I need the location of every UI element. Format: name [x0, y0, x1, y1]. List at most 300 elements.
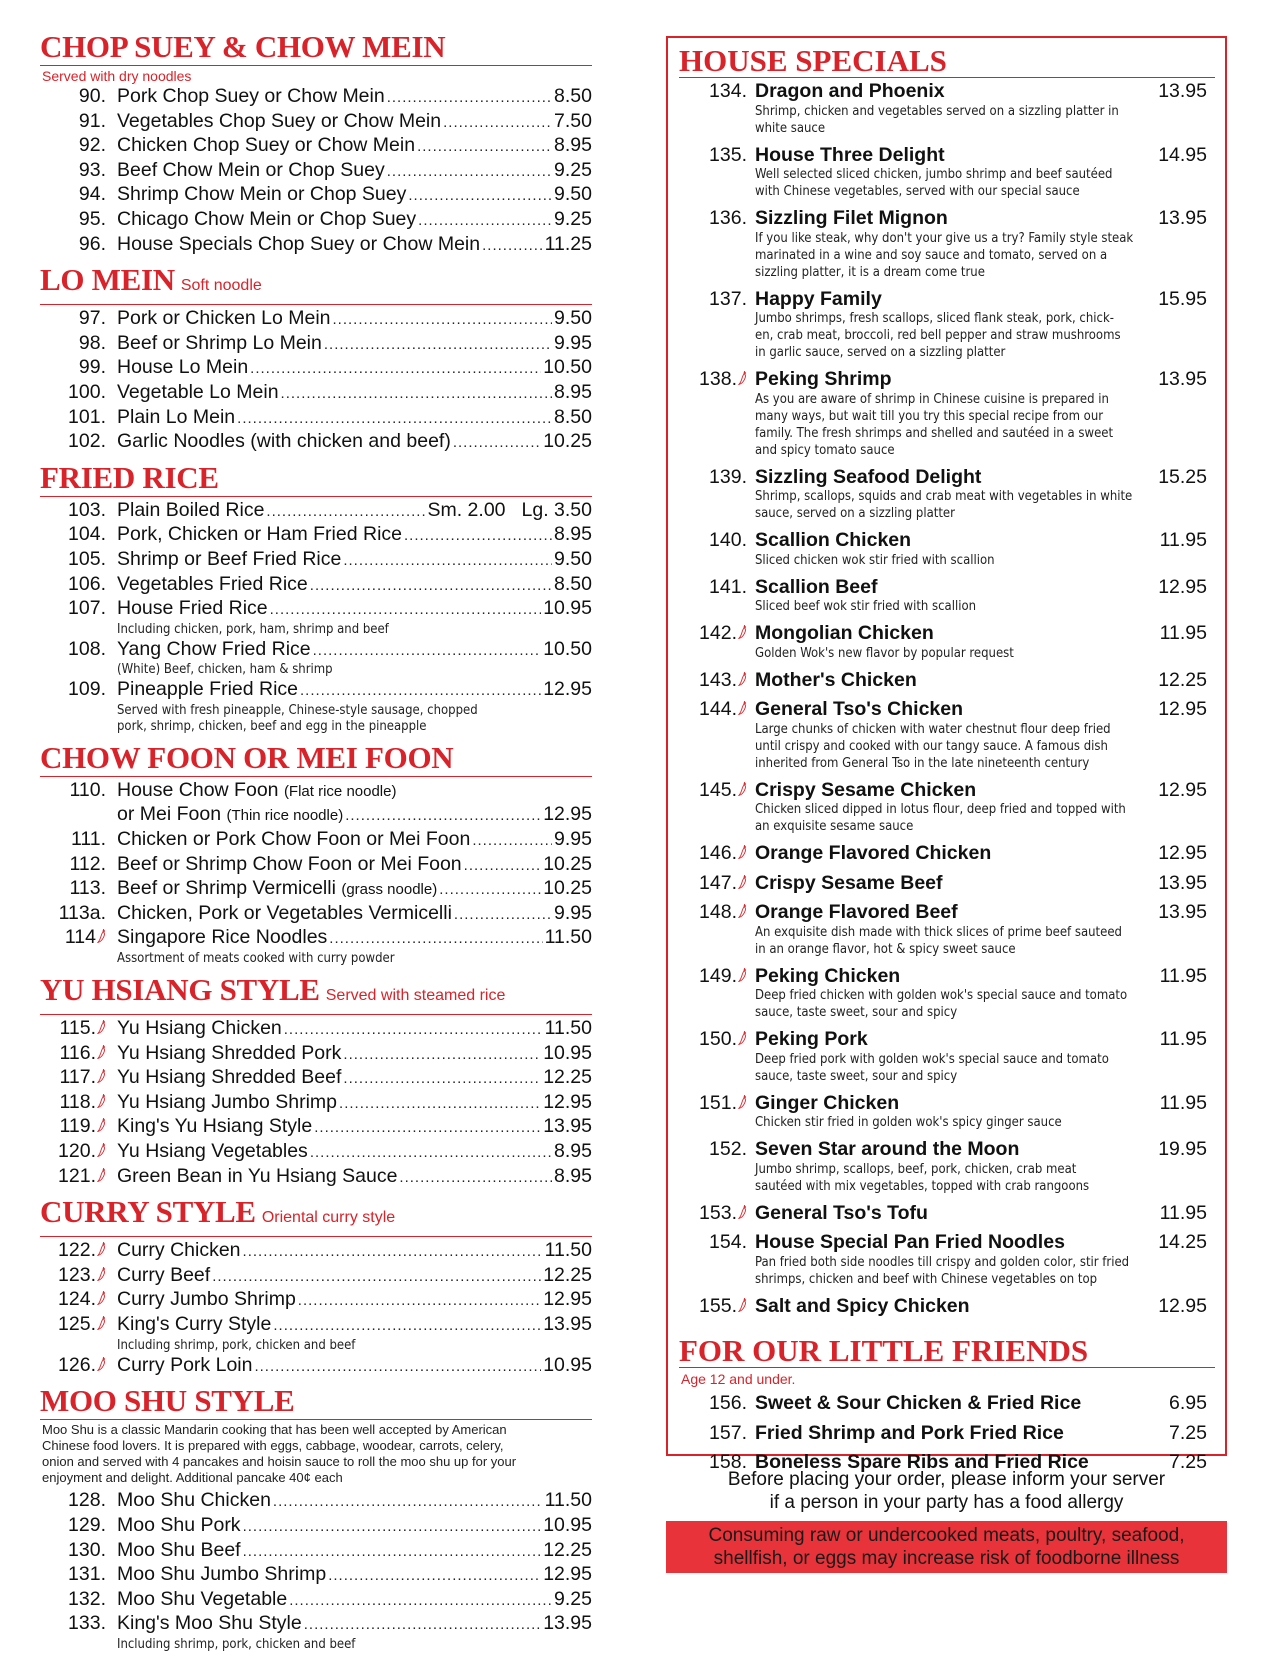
- item-name-text: Pork Chop Suey or Chow Mein: [117, 85, 385, 107]
- item-name: [117, 1140, 308, 1163]
- menu-item: [679, 466, 1215, 489]
- section-note: Served with dry noodles: [42, 68, 192, 84]
- chili-pepper-icon: [738, 1095, 747, 1109]
- item-number-text: 135.: [709, 143, 747, 166]
- item-name: [117, 638, 311, 661]
- item-name-text: Vegetables Fried Rice: [117, 572, 308, 595]
- item-number: [40, 406, 117, 429]
- section-title: [40, 1384, 592, 1420]
- item-number: [40, 430, 117, 453]
- item-name-text: Moo Shu Beef: [117, 1538, 241, 1561]
- chili-pepper-icon: [97, 1069, 106, 1083]
- item-number: [40, 356, 117, 379]
- item-name-text: Vegetable Lo Mein: [117, 380, 279, 403]
- item-name: [117, 110, 441, 133]
- item-name: [117, 499, 264, 522]
- chili-pepper-icon: [738, 875, 747, 889]
- item-name: General Tso's Tofu: [755, 1201, 928, 1224]
- menu-item: [679, 872, 1215, 895]
- item-price: 13.95: [1158, 207, 1207, 229]
- item-description: inherited from General Tso in the late nineteenth century: [755, 755, 1090, 771]
- item-number-text: 108.: [68, 637, 106, 660]
- item-price: 12.95: [543, 1563, 592, 1586]
- item-number: [40, 1514, 117, 1537]
- item-description: family. The fresh shrimps and shelled and sautéed in a sweet: [755, 425, 1114, 441]
- item-number-text: 154.: [709, 1231, 747, 1253]
- item-number: [40, 926, 117, 949]
- item-name: [117, 1539, 241, 1562]
- dot-leader: [243, 1516, 542, 1539]
- item-name: Mother's Chicken: [755, 668, 917, 691]
- allergy-notice: [666, 1468, 1227, 1514]
- item-number: [679, 1092, 755, 1115]
- item-number: [679, 1202, 755, 1225]
- item-number: [40, 1017, 117, 1040]
- menu-item: [40, 1563, 592, 1588]
- item-name-text: House Lo Mein: [117, 356, 249, 379]
- dot-leader: [289, 1590, 552, 1613]
- item-name: Salt and Spicy Chicken: [755, 1294, 970, 1317]
- item-number-text: 146.: [699, 842, 737, 864]
- item-description: Sliced chicken wok stir fried with scallion: [755, 552, 995, 568]
- item-name: [117, 406, 235, 429]
- item-price: 10.25: [543, 852, 592, 875]
- item-price: 11.95: [1159, 1201, 1207, 1224]
- item-price: 8.95: [554, 380, 592, 403]
- item-number: [40, 1612, 117, 1635]
- menu-item: [679, 1028, 1215, 1051]
- item-number: [40, 499, 117, 522]
- item-description: Sliced beef wok stir fried with scallion: [755, 599, 977, 614]
- dot-leader: [343, 550, 552, 573]
- item-name: Peking Pork: [755, 1028, 868, 1050]
- item-name-text: Chicken or Pork Chow Foon or Mei Foon: [117, 828, 471, 851]
- item-number-text: 102.: [68, 430, 106, 453]
- item-price: 10.95: [543, 1353, 592, 1376]
- item-name: Fried Shrimp and Pork Fried Rice: [755, 1421, 1064, 1444]
- menu-item: [40, 307, 592, 332]
- item-price: 11.50: [544, 1017, 592, 1040]
- item-name-text: Yu Hsiang Vegetables: [117, 1140, 308, 1162]
- dot-leader: [304, 1614, 541, 1637]
- item-price: 10.95: [543, 597, 592, 620]
- item-description: until crispy and cooked with our tangy sauce. A famous dish: [755, 738, 1108, 754]
- menu-item: [679, 779, 1215, 802]
- item-name-text: Yu Hsiang Chicken: [117, 1017, 282, 1040]
- item-name: [117, 1288, 296, 1311]
- item-name-text: King's Moo Shu Style: [117, 1612, 302, 1635]
- item-number-text: 153.: [699, 1201, 737, 1224]
- item-name: [117, 208, 416, 231]
- intro-line: enjoyment and delight. Additional pancake 40¢ each: [42, 1469, 343, 1485]
- item-name-text: Beef Chow Mein or Chop Suey: [117, 158, 385, 181]
- menu-item: [679, 1202, 1215, 1225]
- menu-section: [40, 741, 592, 967]
- item-name-text: Green Bean in Yu Hsiang Sauce: [117, 1164, 398, 1187]
- item-number-text: 155.: [699, 1294, 737, 1317]
- item-name-text: Shrimp or Beef Fried Rice: [117, 547, 342, 570]
- section-title-text: CHOP SUEY & CHOW MEIN: [40, 29, 446, 64]
- item-name-text: King's Yu Hsiang Style: [117, 1115, 313, 1138]
- dot-leader: [314, 1117, 541, 1140]
- menu-item: [40, 926, 592, 951]
- item-price: 15.95: [1158, 287, 1207, 310]
- item-number: [40, 1354, 117, 1377]
- item-number-text: 156.: [709, 1392, 747, 1414]
- item-name-text: Yu Hsiang Shredded Pork: [117, 1041, 342, 1064]
- item-name: [117, 877, 437, 902]
- item-price: 10.25: [543, 430, 592, 453]
- section-title: [40, 741, 592, 777]
- item-number: [679, 965, 755, 988]
- item-number-text: 124.: [58, 1288, 96, 1311]
- dot-leader: [343, 1068, 541, 1091]
- item-price: 13.95: [1158, 368, 1207, 390]
- dot-leader: [387, 161, 552, 184]
- item-number-text: 152.: [709, 1138, 747, 1160]
- item-name: [117, 356, 248, 379]
- item-name-text: Moo Shu Chicken: [117, 1489, 271, 1512]
- item-number: [679, 1392, 755, 1415]
- item-name: [117, 803, 343, 828]
- item-number: [40, 208, 117, 231]
- item-description: Including chicken, pork, ham, shrimp and beef: [117, 621, 389, 637]
- item-price: 9.25: [554, 1587, 592, 1610]
- section-subtitle: Oriental curry style: [261, 1209, 396, 1227]
- item-number-text: 107.: [68, 597, 106, 620]
- chili-pepper-icon: [738, 968, 747, 982]
- menu-item: [40, 523, 592, 548]
- chili-pepper-icon: [738, 371, 747, 385]
- item-number: [40, 110, 117, 133]
- item-price: 12.95: [1158, 842, 1207, 864]
- item-name-text: Pineapple Fried Rice: [117, 678, 299, 701]
- menu-item: [40, 1354, 592, 1379]
- item-number-text: 119.: [59, 1115, 96, 1138]
- item-price-small: Sm. 2.00: [427, 498, 506, 521]
- item-number-text: 116.: [59, 1041, 96, 1064]
- item-number: [40, 902, 117, 925]
- item-number-text: 157.: [709, 1421, 747, 1444]
- item-number: [40, 548, 117, 571]
- menu-item: [40, 1165, 592, 1190]
- menu-section: [40, 1384, 592, 1653]
- item-number: [679, 1295, 755, 1318]
- menu-item: [40, 1612, 592, 1637]
- item-description: with Chinese vegetables, served with our special sauce: [755, 184, 1080, 199]
- menu-section: [40, 973, 592, 1189]
- item-name: [117, 183, 406, 206]
- item-description: Chicken sliced dipped in lotus flour, deep fried and topped with: [755, 802, 1126, 817]
- item-number-text: 151.: [699, 1091, 737, 1114]
- item-price: 11.95: [1159, 622, 1207, 644]
- item-number: [40, 1264, 117, 1287]
- menu-item: [40, 779, 592, 804]
- dot-leader: [281, 383, 553, 406]
- item-number-text: 94.: [78, 183, 106, 206]
- item-number: [40, 134, 117, 157]
- item-name-text: Curry Pork Loin: [117, 1353, 253, 1376]
- item-number-text: 158.: [709, 1451, 747, 1473]
- section-title-text: CURRY STYLE: [40, 1194, 256, 1230]
- menu-item: [40, 853, 592, 878]
- item-name-text: House Fried Rice: [117, 597, 268, 620]
- item-number: [40, 638, 117, 661]
- item-name-text: Curry Chicken: [117, 1239, 241, 1262]
- item-price: 8.50: [554, 572, 592, 595]
- menu-item: [40, 499, 592, 524]
- item-price: 9.50: [554, 547, 592, 570]
- item-price: 13.95: [543, 1312, 592, 1335]
- chili-pepper-icon: [738, 782, 747, 796]
- chili-pepper-icon: [738, 625, 747, 639]
- menu-item: [40, 134, 592, 159]
- item-name-text: Yu Hsiang Shredded Beef: [117, 1066, 342, 1089]
- item-number: [40, 828, 117, 851]
- item-name: [117, 1264, 210, 1287]
- item-name: [117, 159, 385, 182]
- item-number-text: 100.: [68, 380, 106, 403]
- dot-leader: [404, 525, 552, 548]
- dot-leader: [284, 1019, 543, 1042]
- item-number-text: 113a.: [58, 901, 106, 924]
- item-price: 9.95: [554, 331, 592, 354]
- item-number: [40, 1588, 117, 1611]
- item-description: Shrimp, scallops, squids and crab meat with vegetables in white: [755, 489, 1133, 504]
- item-number: [679, 288, 755, 311]
- menu-item: [679, 1422, 1215, 1445]
- section-note: Age 12 and under.: [681, 1371, 796, 1387]
- item-number-text: 134.: [709, 80, 747, 102]
- item-name-text: or Mei Foon: [117, 803, 222, 826]
- item-number-text: 95.: [78, 207, 106, 230]
- item-name: [117, 1612, 302, 1635]
- menu-item: [40, 1264, 592, 1289]
- menu-item: [40, 1288, 592, 1313]
- menu-item: [40, 902, 592, 927]
- intro-line: Moo Shu is a classic Mandarin cooking that has been well accepted by American: [42, 1422, 507, 1438]
- item-number-text: 136.: [709, 207, 747, 229]
- item-number-text: 145.: [699, 778, 737, 801]
- item-description: An exquisite dish made with thick slices of prime beef sauteed: [755, 924, 1122, 940]
- item-number-text: 99.: [78, 356, 106, 379]
- item-description: Chicken stir fried in golden wok's spicy ginger sauce: [755, 1115, 1062, 1130]
- item-name: Orange Flavored Beef: [755, 901, 958, 923]
- item-number-text: 118.: [59, 1090, 96, 1113]
- item-price: 12.95: [543, 803, 592, 826]
- section-title-text: YU HSIANG STYLE: [40, 972, 320, 1008]
- item-name: Ginger Chicken: [755, 1091, 900, 1114]
- item-number: [40, 523, 117, 546]
- menu-item: [40, 1239, 592, 1264]
- item-number: [679, 207, 755, 230]
- chili-pepper-icon: [97, 1291, 106, 1305]
- dot-leader: [243, 1241, 543, 1264]
- item-price: 7.25: [1169, 1421, 1207, 1444]
- item-description: Well selected sliced chicken, jumbo shrimp and beef sautéed: [755, 167, 1113, 182]
- chili-pepper-icon: [97, 1118, 106, 1132]
- item-number-text: 97.: [78, 307, 106, 330]
- item-name-text: Moo Shu Pork: [117, 1513, 241, 1536]
- item-number: [40, 1563, 117, 1586]
- item-number-text: 129.: [68, 1513, 106, 1536]
- item-number: [40, 1489, 117, 1512]
- item-description: Pan fried both side noodles till crispy and golden color, stir fried: [755, 1254, 1130, 1270]
- item-name: [117, 1115, 312, 1138]
- item-description: shrimps, chicken and beef with Chinese vegetables on top: [755, 1271, 1098, 1287]
- item-price: 9.95: [554, 901, 592, 924]
- item-name: Mongolian Chicken: [755, 622, 934, 644]
- item-number: [40, 1091, 117, 1114]
- section-title: [679, 1334, 1215, 1368]
- item-number-text: 144.: [699, 698, 737, 720]
- item-description: an exquisite sesame sauce: [755, 819, 914, 834]
- menu-section: [40, 461, 592, 735]
- dot-leader: [443, 112, 552, 135]
- item-number-text: 142.: [699, 622, 737, 644]
- item-description: Golden Wok's new flavor by popular request: [755, 645, 1014, 661]
- chili-pepper-icon: [738, 701, 747, 715]
- dot-leader: [417, 136, 552, 159]
- item-number-text: 114: [64, 926, 96, 949]
- item-price: 13.95: [1158, 901, 1207, 923]
- item-description: Large chunks of chicken with water chestnut flour deep fried: [755, 721, 1111, 737]
- item-price: 8.95: [554, 134, 592, 157]
- item-price: 8.95: [554, 1140, 592, 1162]
- dot-leader: [482, 235, 543, 258]
- item-name: [117, 332, 322, 355]
- item-description: marinated in a wine and soy sauce and tomato, served on a: [755, 247, 1108, 263]
- section-subtitle: Served with steamed rice: [325, 987, 506, 1005]
- menu-item: [40, 430, 592, 455]
- item-name: [117, 1091, 337, 1114]
- dot-leader: [270, 599, 542, 622]
- item-price: 13.95: [543, 1115, 592, 1138]
- item-number: [679, 368, 755, 391]
- item-name-note: (Flat rice noodle): [283, 782, 397, 800]
- item-name-text: Plain Lo Mein: [117, 405, 236, 428]
- item-number-text: 120.: [58, 1140, 96, 1162]
- chili-pepper-icon: [738, 904, 747, 918]
- item-price: 10.25: [543, 877, 592, 900]
- item-number-text: 139.: [709, 465, 747, 488]
- item-description: sizzling platter, it is a dream come true: [755, 264, 985, 280]
- item-name: Happy Family: [755, 287, 882, 310]
- house-specials-content: [679, 44, 1215, 1481]
- item-price: 9.25: [554, 158, 592, 181]
- item-name: [117, 1239, 241, 1262]
- chili-pepper-icon: [738, 845, 747, 859]
- item-name: [117, 1588, 287, 1611]
- dot-leader: [254, 1356, 541, 1379]
- menu-item: [40, 1489, 592, 1514]
- item-name: [117, 1514, 241, 1537]
- item-price: 11.50: [544, 1239, 592, 1262]
- intro-line: onion and served with 4 pancakes and hoisin sauce to roll the moo shu up for your: [42, 1453, 517, 1469]
- item-number: [679, 698, 755, 721]
- menu-item: [679, 1092, 1215, 1115]
- item-description: If you like steak, why don't your give us a try? Family style steak: [755, 230, 1134, 246]
- item-description: in an orange flavor, hot & spicy sweet sauce: [755, 941, 1016, 957]
- item-number-text: 93.: [78, 158, 106, 181]
- item-price: 10.95: [543, 1041, 592, 1064]
- item-price: 12.25: [543, 1263, 592, 1286]
- menu-section: [40, 1195, 592, 1378]
- item-price: 9.25: [554, 207, 592, 230]
- chili-pepper-icon: [97, 1020, 106, 1034]
- section-title: [40, 1195, 592, 1237]
- item-price: 11.95: [1159, 964, 1207, 987]
- item-name-text: House Specials Chop Suey or Chow Mein: [117, 232, 481, 255]
- menu-item: [40, 597, 592, 622]
- item-name-text: Beef or Shrimp Lo Mein: [117, 331, 322, 354]
- menu-item: [40, 1140, 592, 1165]
- menu-item: [40, 638, 592, 663]
- item-name-text: Chicago Chow Mein or Chop Suey: [117, 207, 417, 230]
- menu-item: [40, 1313, 592, 1338]
- menu-item: [40, 1539, 592, 1564]
- item-number: [679, 872, 755, 895]
- item-number-text: 140.: [709, 529, 747, 551]
- item-name: [117, 828, 470, 851]
- section-title: [40, 973, 592, 1015]
- section-title-text: HOUSE SPECIALS: [679, 43, 947, 78]
- item-name: Seven Star around the Moon: [755, 1138, 1020, 1160]
- item-description: sauce, taste sweet, sour and spicy: [755, 1005, 958, 1020]
- item-name: Scallion Chicken: [755, 529, 912, 551]
- item-name-text: Pork, Chicken or Ham Fried Rice: [117, 523, 402, 546]
- item-number-text: 109.: [68, 678, 106, 701]
- item-number-text: 149.: [699, 964, 737, 987]
- item-number-text: 133.: [68, 1612, 106, 1635]
- menu-item: [40, 159, 592, 184]
- dot-leader: [310, 1142, 552, 1165]
- item-price: 11.95: [1159, 1028, 1207, 1050]
- item-name: [117, 597, 268, 620]
- item-name: [117, 381, 279, 404]
- menu-item: [679, 576, 1215, 599]
- item-number-text: 121.: [58, 1164, 96, 1187]
- chili-pepper-icon: [738, 1205, 747, 1219]
- item-number: [40, 183, 117, 206]
- dot-leader: [408, 185, 552, 208]
- item-price: 15.25: [1158, 465, 1207, 488]
- item-number: [40, 877, 117, 900]
- dot-leader: [243, 1541, 542, 1564]
- menu-item: [679, 901, 1215, 924]
- menu-item: [679, 698, 1215, 721]
- item-price: 10.50: [543, 637, 592, 660]
- item-price: 8.50: [554, 405, 592, 428]
- item-price: 11.95: [1159, 1091, 1207, 1114]
- item-price: 7.25: [1169, 1451, 1207, 1473]
- warning-line-2: shellfish, or eggs may increase risk of foodborne illness: [713, 1548, 1180, 1569]
- item-number: [40, 573, 117, 596]
- dot-leader: [464, 855, 542, 878]
- menu-item: [40, 332, 592, 357]
- dot-leader: [345, 805, 541, 828]
- item-price: 11.95: [1159, 529, 1207, 551]
- item-number: [679, 779, 755, 802]
- menu-item: [679, 529, 1215, 552]
- item-price: 12.95: [1158, 698, 1207, 720]
- item-price: 12.95: [1158, 1294, 1207, 1317]
- menu-section: [40, 30, 592, 257]
- item-name-text: Moo Shu Vegetable: [117, 1587, 288, 1610]
- item-number: [40, 1165, 117, 1188]
- item-number: [679, 576, 755, 599]
- menu-item: [679, 1231, 1215, 1254]
